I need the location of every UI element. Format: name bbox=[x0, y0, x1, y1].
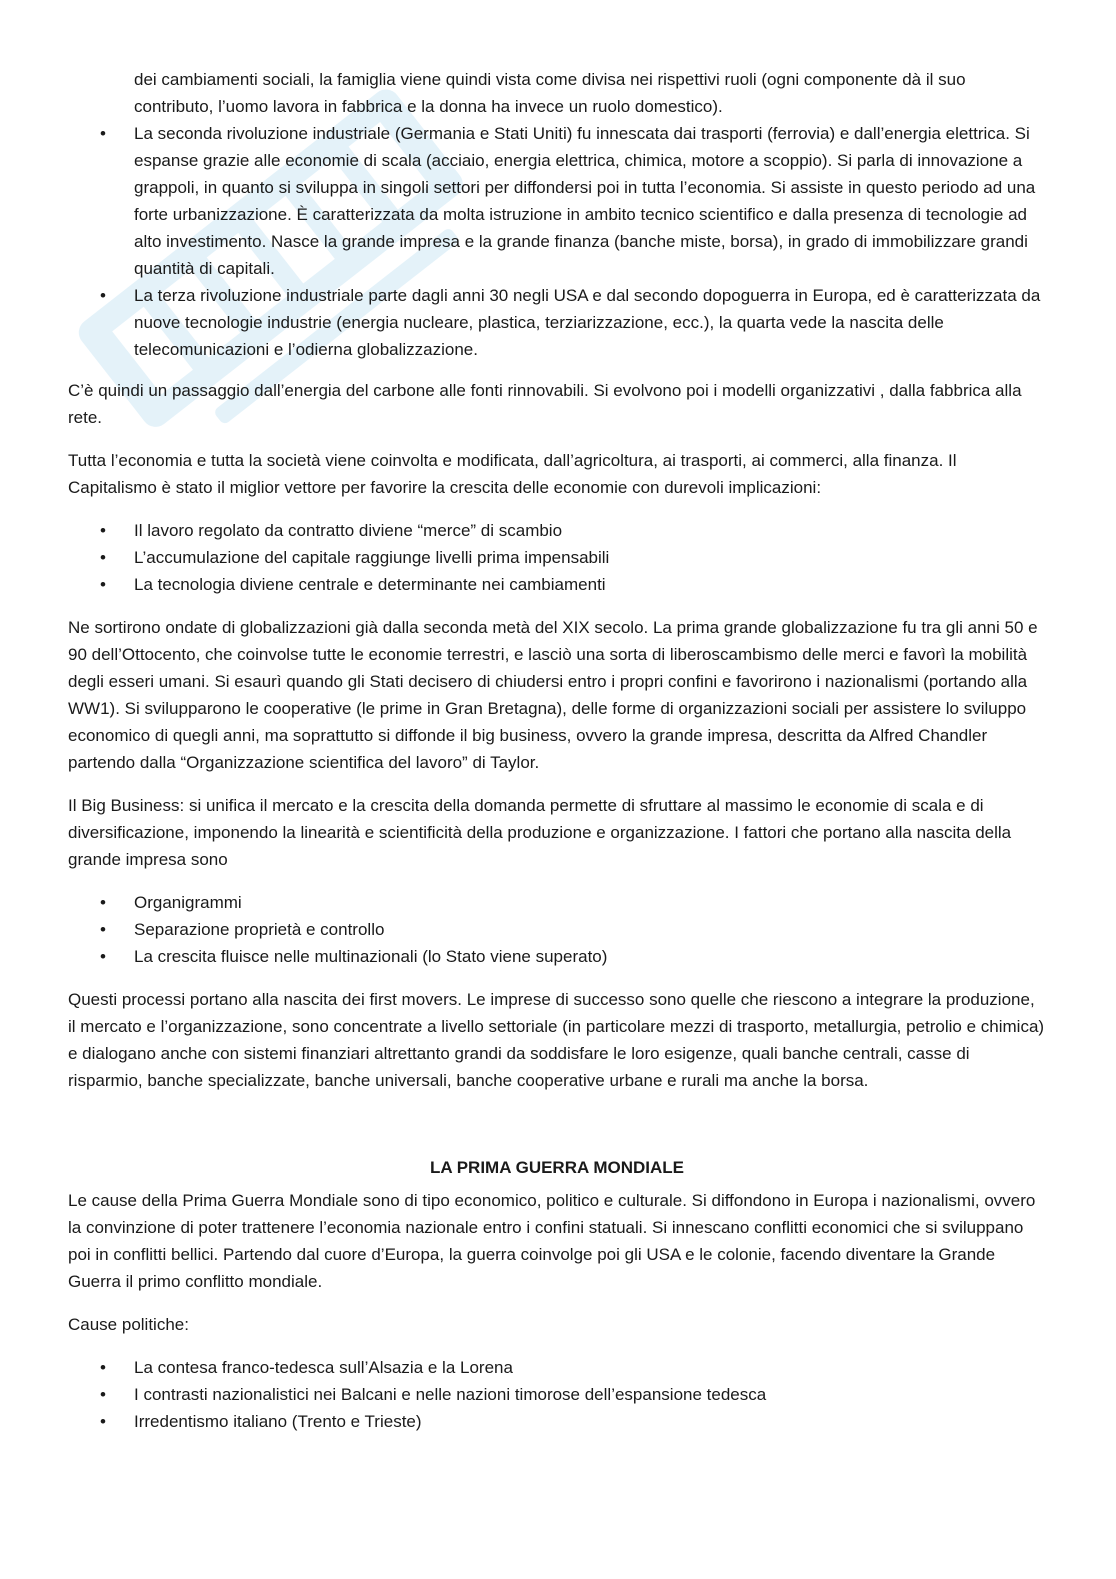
list-item: • Il lavoro regolato da contratto diviene “merce” di scambio bbox=[68, 517, 1046, 544]
list-item: • La crescita fluisce nelle multinazionali (lo Stato viene superato) bbox=[68, 943, 1046, 970]
paragraph-first-movers: Questi processi portano alla nascita dei first movers. Le imprese di successo sono quelle che riescono a integrare la produzione, il mercato e l’organizzazione, sono concentrate a livello settoriale (in particolare mezzi di trasporto, metallurgia, petrolio e chimica) e dialogano anche con sistemi finanziari altrettanto grandi da soddisfare le loro esigenze, quali banche centrali, casse di risparmio, banche specializzate, banche universali, banche cooperative urbane e rurali ma anche la borsa. bbox=[68, 990, 1045, 1090]
paragraph-capitalism: Tutta l’economia e tutta la società viene coinvolta e modificata, dall’agricoltura, ai trasporti, ai commerci, alla finanza. Il Capitalismo è stato il miglior vettore per favorire la crescita delle economie con durevoli implicazioni: bbox=[68, 451, 957, 497]
section-heading: LA PRIMA GUERRA MONDIALE bbox=[429, 1158, 685, 1177]
political-causes-bullet-list bbox=[68, 1354, 1046, 1435]
capitalism-bullet-list bbox=[68, 517, 1046, 598]
paragraph-war-causes: Le cause della Prima Guerra Mondiale sono di tipo economico, politico e culturale. Si diffondono in Europa i nazionalismi, ovvero la convinzione di poter trattenere l’economia nazionale entro i confini statuali. Si innescano conflitti economici che si sviluppano poi in conflitti bellici. Partendo dal cuore d’Europa, la guerra coinvolge poi gli USA e le colonie, facendo diventare la Grande Guerra il primo conflitto mondiale. bbox=[68, 1191, 1036, 1291]
big-business-bullet-list bbox=[68, 889, 1046, 970]
paragraph-globalization: Ne sortirono ondate di globalizzazioni già dalla seconda metà del XIX secolo. La prima grande globalizzazione fu tra gli anni 50 e 90 dell’Ottocento, che coinvolse tutte le economie terrestri, e lasciò una sorta di liberoscambismo delle merci e favorì la mobilità degli esseri umani. Si esaurì quando gli Stati decisero di chiudersi entro i propri confini e favorirono i nazionalismi (portando alla WW1). Si svilupparono le cooperative (le prime in Gran Bretagna), delle forme di organizzazioni sociali per assistere lo sviluppo economico di quegli anni, ma soprattutto si diffonde il big business, ovvero la grande impresa, descritta da Alfred Chandler partendo dalla “Organizzazione scientifica del lavoro” di Taylor. bbox=[68, 618, 1038, 772]
list-item: • La terza rivoluzione industriale parte dagli anni 30 negli USA e dal secondo dopoguerra in Europa, ed è caratterizzata da nuove tecnologie industrie (energia nucleare, plastica, terziarizzazione, ecc.), la quarta vede la nascita delle telecomunicazioni e l’odierna globalizzazione. bbox=[68, 282, 1046, 363]
paragraph-energy-transition: C’è quindi un passaggio dall’energia del carbone alle fonti rinnovabili. Si evolvono poi i modelli organizzativi , dalla fabbrica alla rete. bbox=[68, 381, 1022, 427]
list-item: • Organigrammi bbox=[68, 889, 1046, 916]
paragraph-big-business: Il Big Business: si unifica il mercato e la crescita della domanda permette di sfruttare al massimo le economie di scala e di diversificazione, imponendo la linearità e scientificità della produzione e organizzazione. I fattori che portano alla nascita della grande impresa sono bbox=[68, 796, 1012, 869]
list-item: • I contrasti nazionalistici nei Balcani e nelle nazioni timorose dell’espansione tedesca bbox=[68, 1381, 1046, 1408]
list-item: • La contesa franco-tedesca sull’Alsazia e la Lorena bbox=[68, 1354, 1046, 1381]
list-item: • Irredentismo italiano (Trento e Trieste) bbox=[68, 1408, 1046, 1435]
list-item: • La tecnologia diviene centrale e determinante nei cambiamenti bbox=[68, 571, 1046, 598]
document-page bbox=[68, 66, 1046, 1435]
paragraph-political-causes-label: Cause politiche: bbox=[68, 1315, 189, 1334]
list-item: • L’accumulazione del capitale raggiunge livelli prima impensabili bbox=[68, 544, 1046, 571]
intro-bullet-list bbox=[68, 66, 1046, 363]
list-item: • La seconda rivoluzione industriale (Germania e Stati Uniti) fu innescata dai trasporti (ferrovia) e dall’energia elettrica. Si espanse grazie alle economie di scala (acciaio, energia elettrica, chimica, motore a scoppio). Si parla di innovazione a grappoli, in quanto si sviluppa in singoli settori per diffondersi poi in tutta l’economia. Si assiste in questo periodo ad una forte urbanizzazione. È caratterizzata da molta istruzione in ambito tecnico scientifico e dalla presenza di tecnologie ad alto investimento. Nasce la grande impresa e la grande finanza (banche miste, borsa), in grado di immobilizzare grandi quantità di capitali. bbox=[68, 120, 1046, 282]
list-item: • Separazione proprietà e controllo bbox=[68, 916, 1046, 943]
list-item: dei cambiamenti sociali, la famiglia viene quindi vista come divisa nei rispettivi ruoli (ogni componente dà il suo contributo, l’uomo lavora in fabbrica e la donna ha invece un ruolo domestico). bbox=[134, 70, 966, 116]
